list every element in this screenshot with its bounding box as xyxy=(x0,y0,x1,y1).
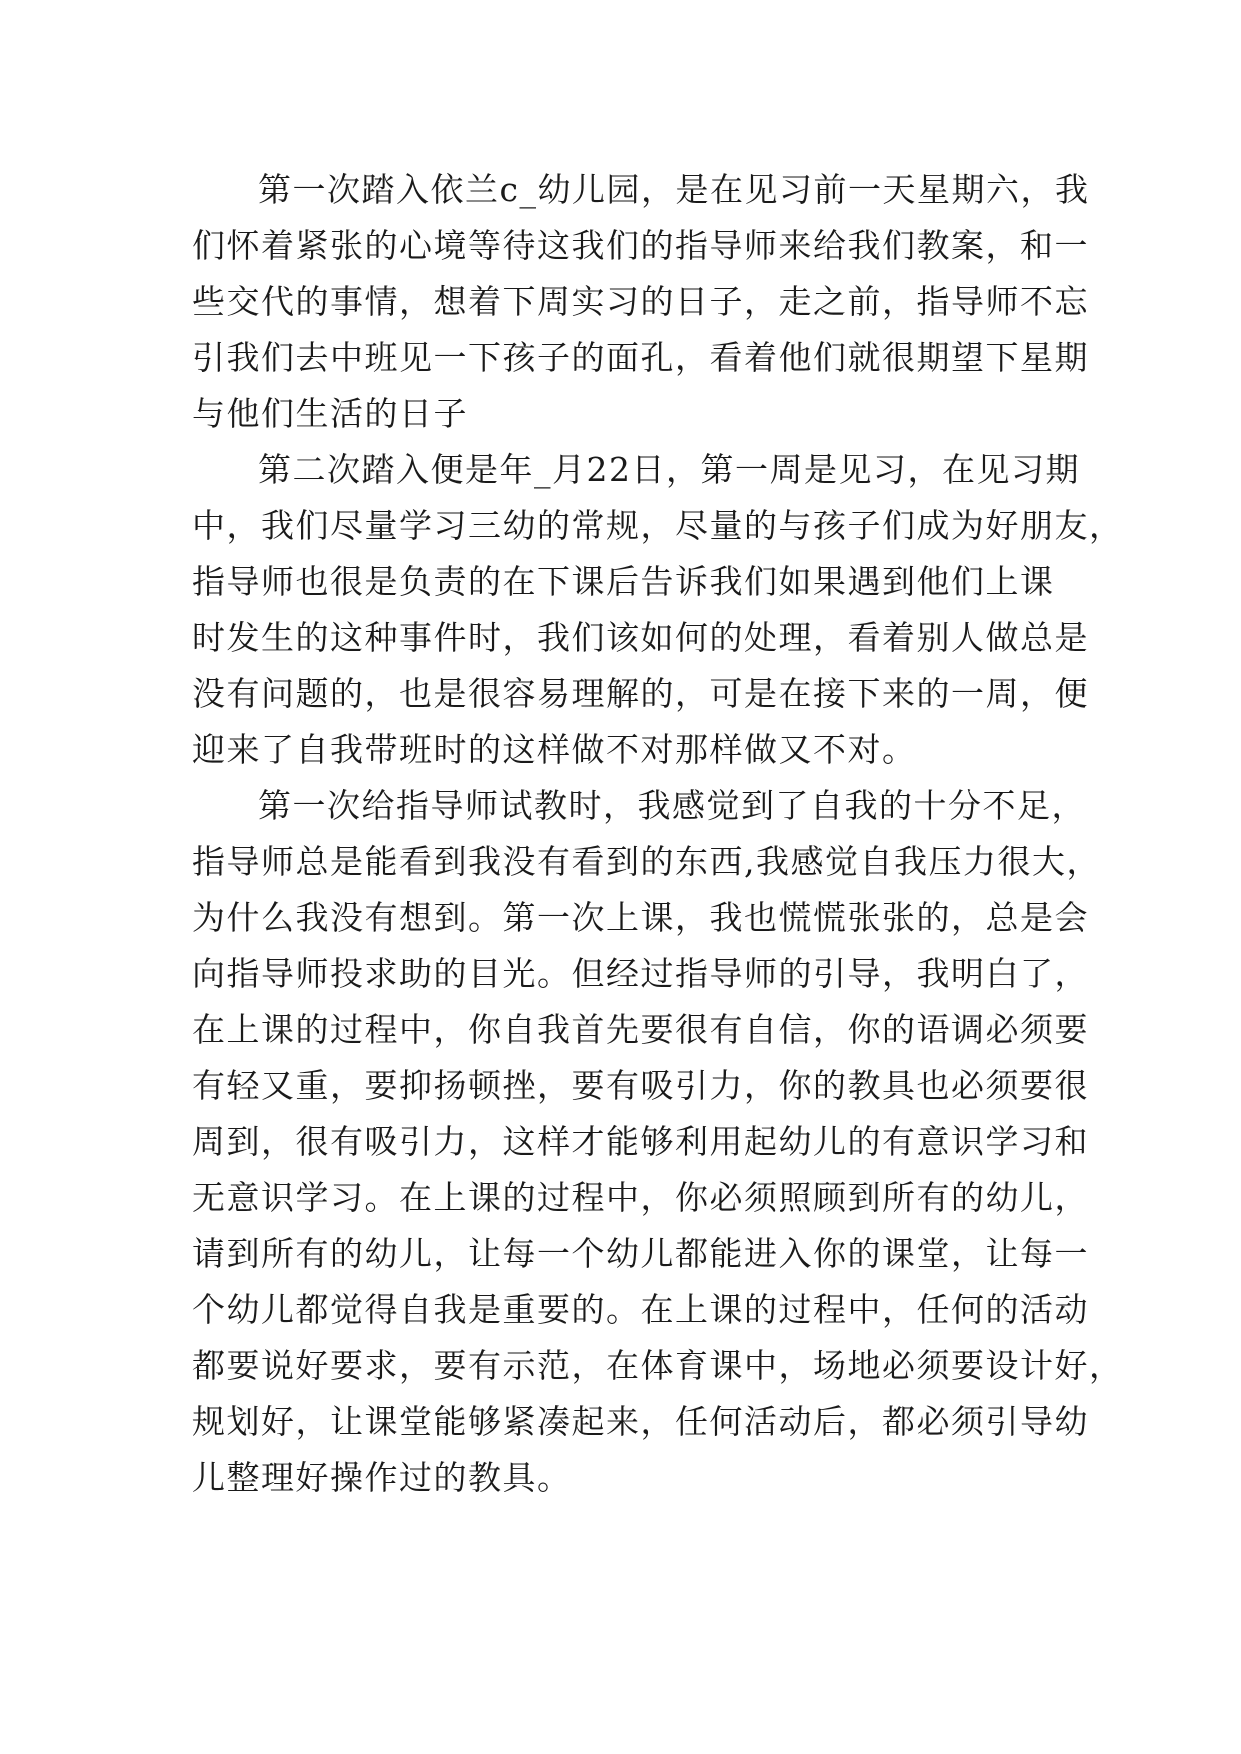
text-line: 些交代的事情，想着下周实习的日子，走之前，指导师不忘 xyxy=(192,282,1089,321)
text-line: 第二次踏入便是年_月22日，第一周是见习，在见习期 xyxy=(258,450,1080,489)
text-line: 们怀着紧张的心境等待这我们的指导师来给我们教案，和一 xyxy=(192,226,1089,265)
text-line: 个幼儿都觉得自我是重要的。在上课的过程中，任何的活动 xyxy=(192,1290,1089,1329)
text-line: 规划好，让课堂能够紧凑起来，任何活动后，都必须引导幼 xyxy=(192,1402,1089,1441)
text-line: 向指导师投求助的目光。但经过指导师的引导，我明白了， xyxy=(192,954,1089,993)
text-line: 第一次给指导师试教时，我感觉到了自我的十分不足， xyxy=(258,786,1086,825)
text-line: 中，我们尽量学习三幼的常规，尽量的与孩子们成为好朋友， xyxy=(192,506,1124,545)
text-line: 引我们去中班见一下孩子的面孔，看着他们就很期望下星期 xyxy=(192,338,1089,377)
text-line: 请到所有的幼儿，让每一个幼儿都能进入你的课堂，让每一 xyxy=(192,1234,1089,1273)
text-line: 没有问题的，也是很容易理解的，可是在接下来的一周，便 xyxy=(192,674,1089,713)
text-line: 都要说好要求，要有示范，在体育课中，场地必须要设计好， xyxy=(192,1346,1124,1385)
text-line: 第一次踏入依兰c_幼儿园，是在见习前一天星期六，我 xyxy=(258,170,1090,209)
text-line: 在上课的过程中，你自我首先要很有自信，你的语调必须要 xyxy=(192,1010,1089,1049)
text-line: 周到，很有吸引力，这样才能够利用起幼儿的有意识学习和 xyxy=(192,1122,1089,1161)
text-line: 指导师也很是负责的在下课后告诉我们如果遇到他们上课 xyxy=(192,562,1055,601)
text-line: 与他们生活的日子 xyxy=(192,394,468,433)
text-line: 时发生的这种事件时，我们该如何的处理，看着别人做总是 xyxy=(192,618,1089,657)
text-line: 指导师总是能看到我没有看到的东西,我感觉自我压力很大， xyxy=(192,842,1101,881)
paragraph-1 xyxy=(192,162,1090,442)
text-line: 无意识学习。在上课的过程中，你必须照顾到所有的幼儿， xyxy=(192,1178,1089,1217)
paragraph-2 xyxy=(192,442,1124,778)
text-line: 为什么我没有想到。第一次上课，我也慌慌张张的，总是会 xyxy=(192,898,1089,937)
text-line: 迎来了自我带班时的这样做不对那样做又不对。 xyxy=(192,730,917,769)
text-line: 儿整理好操作过的教具。 xyxy=(192,1458,572,1497)
paragraph-3 xyxy=(192,778,1124,1506)
document-body xyxy=(192,162,1124,1506)
text-line: 有轻又重，要抑扬顿挫，要有吸引力，你的教具也必须要很 xyxy=(192,1066,1089,1105)
